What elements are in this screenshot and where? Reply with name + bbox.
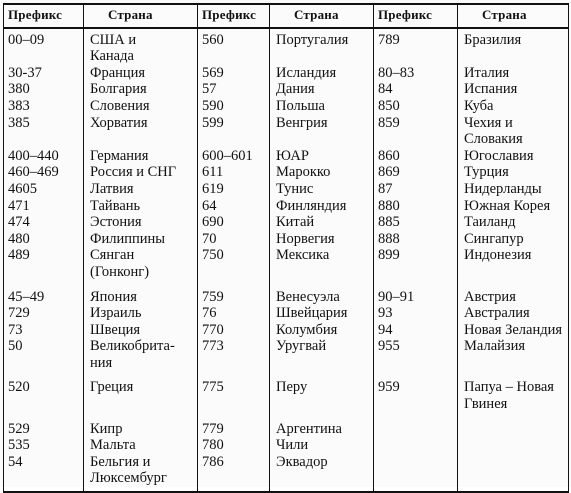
header-prefix-1: Префикс — [4, 4, 84, 28]
country-text: Китай — [276, 214, 315, 231]
prefix-text: 480 — [8, 230, 30, 247]
table-row — [4, 371, 569, 412]
country-cell — [458, 81, 569, 98]
prefix-cell — [4, 338, 84, 371]
prefix-cell — [198, 164, 270, 181]
prefix-text: 460–469 — [8, 164, 59, 181]
country-text: Финляндия — [276, 197, 347, 214]
country-cell — [270, 281, 374, 306]
country-text: Чили — [276, 437, 309, 454]
prefix-text: 859 — [378, 114, 400, 131]
prefix-text: 869 — [378, 164, 400, 181]
prefix-cell — [4, 371, 84, 412]
table-row — [4, 181, 569, 198]
country-text: Бразилия — [464, 31, 522, 48]
prefix-text: 729 — [8, 305, 30, 322]
prefix-cell — [198, 338, 270, 371]
country-cell — [84, 198, 198, 215]
country-cell — [270, 81, 374, 98]
table-row — [4, 28, 569, 65]
prefix-cell — [374, 281, 458, 306]
prefix-cell — [4, 247, 84, 280]
country-cell — [84, 98, 198, 115]
prefix-text: 599 — [202, 114, 224, 131]
prefix-text: 73 — [8, 321, 23, 338]
country-cell — [270, 305, 374, 322]
table-row — [4, 115, 569, 148]
prefix-cell — [198, 115, 270, 148]
country-text: Дания — [276, 81, 315, 98]
country-text: Сянган — [90, 247, 135, 264]
prefix-text: 489 — [8, 247, 30, 264]
table-row — [4, 198, 569, 215]
country-cell — [458, 28, 569, 65]
prefix-cell — [198, 198, 270, 215]
country-text: Германия — [90, 147, 149, 164]
prefix-text: 600–601 — [202, 147, 253, 164]
prefix-cell — [374, 338, 458, 371]
table-row — [4, 454, 569, 492]
country-cell — [458, 371, 569, 412]
country-cell — [84, 214, 198, 231]
prefix-text: 619 — [202, 180, 224, 197]
country-cell — [270, 115, 374, 148]
country-cell — [84, 413, 198, 438]
prefix-cell — [374, 81, 458, 98]
country-cell — [84, 247, 198, 280]
table-header-row — [4, 4, 569, 28]
country-cell — [270, 28, 374, 65]
prefix-text: 789 — [378, 31, 400, 48]
country-text: Австралия — [464, 305, 530, 322]
country-cell — [458, 281, 569, 306]
prefix-cell — [198, 214, 270, 231]
country-cell — [270, 454, 374, 492]
header-country-3: Страна — [458, 4, 569, 28]
table-row — [4, 413, 569, 438]
table-row — [4, 65, 569, 82]
prefix-cell — [4, 115, 84, 148]
country-cell — [84, 81, 198, 98]
country-cell — [458, 115, 569, 148]
country-text: Малайзия — [464, 338, 526, 355]
prefix-text: 385 — [8, 114, 30, 131]
prefix-cell — [198, 322, 270, 339]
country-text: Новая Зеландия — [464, 321, 563, 338]
country-cell — [270, 65, 374, 82]
header-country-2: Страна — [270, 4, 374, 28]
prefix-text: 4605 — [8, 180, 37, 197]
country-cell — [458, 322, 569, 339]
prefix-text: 64 — [202, 197, 217, 214]
prefix-cell — [4, 454, 84, 492]
prefix-cell — [374, 305, 458, 322]
prefix-cell — [198, 247, 270, 280]
prefix-cell — [374, 65, 458, 82]
prefix-text: 560 — [202, 31, 224, 48]
prefix-text: 474 — [8, 214, 30, 231]
country-text: Хорватия — [90, 114, 148, 131]
country-cell — [458, 454, 569, 492]
country-cell — [84, 181, 198, 198]
prefix-cell — [198, 231, 270, 248]
country-text: Япония — [90, 288, 137, 305]
prefix-text: 87 — [378, 180, 393, 197]
country-text: Уругвай — [276, 338, 327, 355]
prefix-cell — [4, 28, 84, 65]
country-cell — [458, 247, 569, 280]
prefix-cell — [198, 413, 270, 438]
country-text: Франция — [90, 64, 146, 81]
prefix-text: 57 — [202, 81, 217, 98]
country-prefix-table — [3, 3, 569, 493]
country-cell — [84, 338, 198, 371]
country-cell — [458, 181, 569, 198]
prefix-text: 383 — [8, 97, 30, 114]
country-cell — [270, 338, 374, 371]
country-text: Греция — [90, 379, 134, 396]
country-text: Южная Корея — [464, 197, 551, 214]
prefix-cell — [374, 371, 458, 412]
table-row — [4, 281, 569, 306]
country-cell — [84, 115, 198, 148]
country-cell — [84, 148, 198, 165]
header-prefix-3: Префикс — [374, 4, 458, 28]
country-text: Люксембург — [90, 470, 167, 487]
country-text: ния — [90, 354, 113, 371]
country-text — [464, 454, 568, 471]
prefix-text: 380 — [8, 81, 30, 98]
prefix-cell — [374, 247, 458, 280]
prefix-cell — [198, 98, 270, 115]
country-text: Исландия — [276, 64, 337, 81]
prefix-text: 775 — [202, 379, 224, 396]
prefix-cell — [374, 214, 458, 231]
country-cell — [84, 371, 198, 412]
country-cell — [458, 231, 569, 248]
prefix-cell — [198, 305, 270, 322]
prefix-text: 885 — [378, 214, 400, 231]
country-cell — [84, 164, 198, 181]
prefix-text: 590 — [202, 97, 224, 114]
prefix-cell — [198, 371, 270, 412]
country-cell — [458, 413, 569, 438]
country-cell — [270, 322, 374, 339]
prefix-text: 773 — [202, 338, 224, 355]
country-text: Бельгия и — [90, 453, 151, 470]
prefix-cell — [374, 181, 458, 198]
prefix-cell — [4, 65, 84, 82]
prefix-text: 779 — [202, 420, 224, 437]
prefix-cell — [4, 198, 84, 215]
country-text: Марокко — [276, 164, 331, 181]
country-text: Россия и СНГ — [90, 164, 177, 181]
prefix-cell — [4, 281, 84, 306]
prefix-cell — [4, 181, 84, 198]
table-row — [4, 338, 569, 371]
country-cell — [84, 437, 198, 454]
header-country-1: Страна — [84, 4, 198, 28]
prefix-cell — [4, 98, 84, 115]
country-cell — [84, 65, 198, 82]
country-cell — [84, 322, 198, 339]
prefix-cell — [198, 281, 270, 306]
country-text: Норвегия — [276, 230, 335, 247]
prefix-text: 84 — [378, 81, 393, 98]
prefix-cell — [198, 148, 270, 165]
prefix-cell — [4, 148, 84, 165]
prefix-text: 569 — [202, 64, 224, 81]
country-cell — [458, 437, 569, 454]
prefix-cell — [198, 437, 270, 454]
prefix-text: 90–91 — [378, 288, 415, 305]
header-prefix-2: Префикс — [198, 4, 270, 28]
prefix-text: 30-37 — [8, 64, 42, 81]
country-cell — [270, 231, 374, 248]
prefix-cell — [198, 65, 270, 82]
country-text: (Гонконг) — [90, 263, 150, 280]
prefix-cell — [198, 454, 270, 492]
table-row — [4, 437, 569, 454]
prefix-cell — [4, 164, 84, 181]
country-text: Тунис — [276, 180, 314, 197]
country-text: Тайвань — [90, 197, 141, 214]
country-cell — [458, 338, 569, 371]
table-body — [4, 28, 569, 492]
country-text: Венгрия — [276, 114, 328, 131]
country-text: Папуа – Новая — [464, 379, 554, 396]
country-text: Мальта — [90, 437, 136, 454]
country-cell — [270, 98, 374, 115]
prefix-text: 955 — [378, 338, 400, 355]
country-text: Латвия — [90, 180, 134, 197]
country-text: Гвинея — [464, 396, 508, 413]
country-text — [464, 421, 568, 438]
prefix-text: 750 — [202, 247, 224, 264]
prefix-cell — [374, 164, 458, 181]
prefix-text — [378, 454, 457, 471]
table-row — [4, 81, 569, 98]
country-text: Колумбия — [276, 321, 338, 338]
country-text: Израиль — [90, 305, 142, 322]
prefix-text: 535 — [8, 437, 30, 454]
table-row — [4, 214, 569, 231]
prefix-text: 690 — [202, 214, 224, 231]
country-text: Кипр — [90, 420, 123, 437]
country-cell — [270, 148, 374, 165]
prefix-text: 899 — [378, 247, 400, 264]
country-text: Эстония — [90, 214, 142, 231]
country-text: Австрия — [464, 288, 516, 305]
country-cell — [270, 247, 374, 280]
prefix-cell — [374, 231, 458, 248]
prefix-text: 70 — [202, 230, 217, 247]
prefix-text: 00–09 — [8, 31, 45, 48]
table-row — [4, 164, 569, 181]
country-text: Югославия — [464, 147, 534, 164]
country-cell — [84, 281, 198, 306]
country-cell — [270, 437, 374, 454]
country-text: Польша — [276, 97, 325, 114]
country-text: Болгария — [90, 81, 147, 98]
country-cell — [270, 181, 374, 198]
country-cell — [270, 164, 374, 181]
prefix-text: 850 — [378, 97, 400, 114]
country-cell — [270, 413, 374, 438]
country-cell — [458, 164, 569, 181]
country-text: Эквадор — [276, 453, 328, 470]
country-cell — [84, 305, 198, 322]
table-row — [4, 247, 569, 280]
country-text: ЮАР — [276, 147, 309, 164]
prefix-text: 959 — [378, 379, 400, 396]
prefix-cell — [198, 28, 270, 65]
prefix-text: 860 — [378, 147, 400, 164]
prefix-cell — [4, 81, 84, 98]
country-cell — [458, 65, 569, 82]
prefix-text: 880 — [378, 197, 400, 214]
country-text: Чехия и — [464, 114, 513, 131]
prefix-text: 94 — [378, 321, 393, 338]
prefix-text: 520 — [8, 379, 30, 396]
prefix-text: 93 — [378, 305, 393, 322]
country-cell — [458, 198, 569, 215]
table-row — [4, 231, 569, 248]
prefix-cell — [4, 305, 84, 322]
prefix-text: 45–49 — [8, 288, 45, 305]
prefix-cell — [4, 322, 84, 339]
country-text: Таиланд — [464, 214, 516, 231]
country-cell — [270, 214, 374, 231]
prefix-cell — [374, 28, 458, 65]
country-text: Словакия — [464, 131, 523, 148]
country-text: Мексика — [276, 247, 330, 264]
country-text: США и — [90, 31, 137, 48]
country-cell — [84, 28, 198, 65]
prefix-text: 770 — [202, 321, 224, 338]
prefix-text: 76 — [202, 305, 217, 322]
prefix-text: 780 — [202, 437, 224, 454]
country-cell — [84, 454, 198, 492]
prefix-text: 888 — [378, 230, 400, 247]
table-row — [4, 148, 569, 165]
country-text — [464, 437, 568, 454]
country-text: Португалия — [276, 31, 349, 48]
prefix-text: 471 — [8, 197, 30, 214]
prefix-text — [378, 437, 457, 454]
prefix-cell — [374, 413, 458, 438]
country-cell — [458, 214, 569, 231]
prefix-cell — [374, 98, 458, 115]
country-text: Аргентина — [276, 420, 342, 437]
prefix-cell — [198, 181, 270, 198]
country-text: Великобрита- — [90, 338, 175, 355]
country-text: Турция — [464, 164, 509, 181]
prefix-cell — [374, 148, 458, 165]
country-cell — [270, 198, 374, 215]
country-text: Куба — [464, 97, 494, 114]
country-cell — [458, 98, 569, 115]
table-row — [4, 305, 569, 322]
prefix-text: 611 — [202, 164, 224, 181]
prefix-cell — [374, 454, 458, 492]
country-text: Венесуэла — [276, 288, 340, 305]
prefix-cell — [4, 413, 84, 438]
table-row — [4, 322, 569, 339]
prefix-text: 759 — [202, 288, 224, 305]
prefix-text: 400–440 — [8, 147, 59, 164]
country-cell — [458, 148, 569, 165]
prefix-text: 50 — [8, 338, 23, 355]
country-text: Италия — [464, 64, 510, 81]
country-text: Словения — [90, 97, 150, 114]
country-cell — [270, 371, 374, 412]
country-text: Канада — [90, 48, 134, 65]
prefix-text: 80–83 — [378, 64, 415, 81]
prefix-cell — [374, 437, 458, 454]
country-text: Перу — [276, 379, 308, 396]
country-text: Сингапур — [464, 230, 524, 247]
prefix-text: 54 — [8, 453, 23, 470]
table-row — [4, 98, 569, 115]
prefix-cell — [374, 115, 458, 148]
country-text: Испания — [464, 81, 518, 98]
prefix-cell — [374, 198, 458, 215]
prefix-text: 786 — [202, 453, 224, 470]
country-cell — [458, 305, 569, 322]
prefix-cell — [4, 437, 84, 454]
country-text: Швеция — [90, 321, 141, 338]
country-cell — [84, 231, 198, 248]
country-text: Индонезия — [464, 247, 532, 264]
prefix-cell — [4, 214, 84, 231]
country-text: Швейцария — [276, 305, 348, 322]
prefix-text: 529 — [8, 420, 30, 437]
country-text: Нидерланды — [464, 180, 542, 197]
prefix-cell — [198, 81, 270, 98]
prefix-cell — [374, 322, 458, 339]
country-text: Филиппины — [90, 230, 165, 247]
prefix-text — [378, 421, 457, 438]
prefix-cell — [4, 231, 84, 248]
